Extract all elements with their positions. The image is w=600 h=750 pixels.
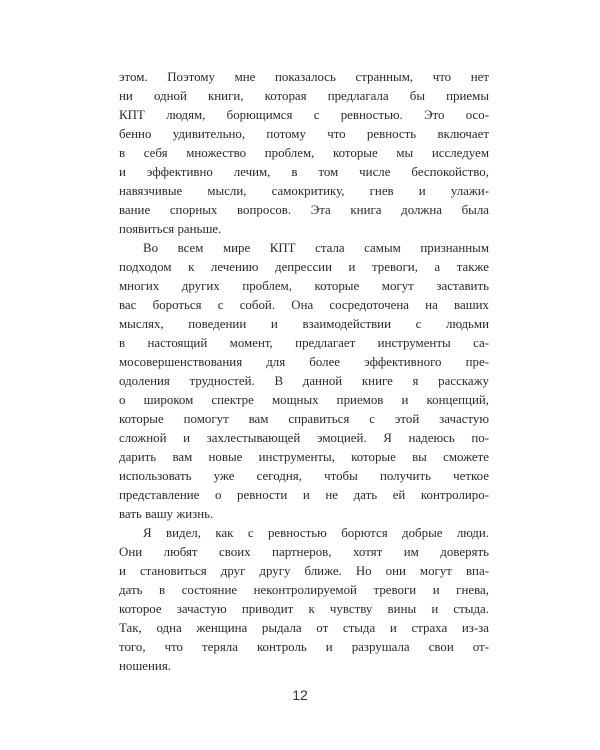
text-line: представление о ревности и не дать ей контролиро- [119,487,489,502]
text-line: того, что теряла контроль и разрушала свои от- [119,639,489,654]
text-line: использовать уже сегодня, чтобы получить четкое [119,468,489,483]
text-line: о широком спектре мощных приемов и концепций, [119,392,489,407]
text-line: в себя множество проблем, которые мы исследуем [119,145,489,160]
text-line: дарить вам новые инструменты, которые вы сможете [119,449,489,464]
text-line: Во всем мире КПТ стала самым признанным [143,240,489,255]
text-line: и эффективно лечим, в том числе беспокойство, [119,164,489,179]
text-line: мосовершенствования для более эффективного пре- [119,354,489,369]
text-line: которое зачастую приводит к чувству вины и стыда. [119,601,489,616]
text-line: КПТ людям, борющимся с ревностью. Это осо- [119,107,489,122]
text-line: вас бороться с собой. Она сосредоточена на ваших [119,297,489,312]
text-line: ни одной книги, которая предлагала бы приемы [119,88,489,103]
text-line: подходом к лечению депрессии и тревоги, а также [119,259,489,274]
text-line: навязчивые мысли, самокритику, гнев и улажи- [119,183,489,198]
text-line: Я видел, как с ревностью борются добрые люди. [143,525,489,540]
text-line: вать вашу жизнь. [119,506,214,521]
text-line: Они любят своих партнеров, хотят им доверять [119,544,489,559]
text-line: одоления трудностей. В данной книге я расскажу [119,373,489,388]
text-line: Так, одна женщина рыдала от стыда и страха из-за [119,620,489,635]
text-line: в настоящий момент, предлагает инструменты са- [119,335,489,350]
text-line: вание спорных вопросов. Эта книга должна была [119,202,489,217]
text-line: которые помогут вам справиться с этой зачастую [119,411,489,426]
text-line: появиться раньше. [119,221,222,236]
text-line: бенно удивительно, потому что ревность включает [119,126,489,141]
text-line: ношения. [119,658,172,673]
text-line: и становиться друг другу ближе. Но они могут впа- [119,563,489,578]
page-number: 12 [292,687,308,703]
text-line: этом. Поэтому мне показалось странным, что нет [119,69,489,84]
text-line: сложной и захлестывающей эмоцией. Я надеюсь по- [119,430,489,445]
text-line: многих других проблем, которые могут заставить [119,278,489,293]
text-line: дать в состояние неконтролируемой тревоги и гнева, [119,582,489,597]
text-line: мыслях, поведении и взаимодействии с людьми [119,316,489,331]
